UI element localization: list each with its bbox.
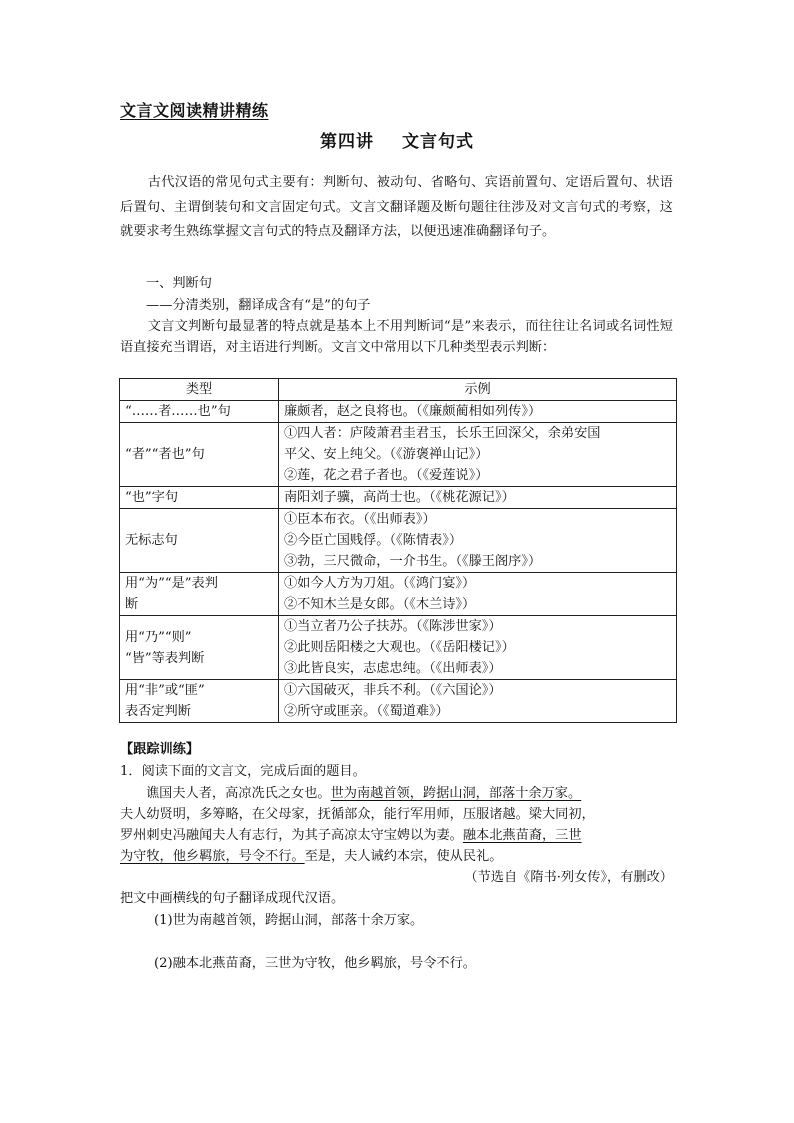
- sentence-type-table: [119, 378, 677, 723]
- table-header-row: [120, 379, 677, 401]
- passage-source: （节选自《隋书·列女传》，有删改）: [464, 870, 673, 885]
- passage-line-3: 罗州刺史冯融闻夫人有志行，为其子高凉太守宝娉以为妻。融本北燕苗裔，三世: [120, 828, 582, 843]
- table-row: [120, 680, 677, 723]
- translation-item-2: (2)融本北燕苗裔，三世为守牧，他乡羁旅，号令不行。: [154, 956, 476, 971]
- type-cell: 无标志句: [120, 509, 279, 573]
- type-cell: 用“乃”“则” “皆”等表判断: [120, 616, 279, 680]
- example-cell: ①如今人方为刀俎。（《鸿门宴》） ②不知木兰是女郎。（《木兰诗》）: [279, 573, 677, 616]
- example-cell: ①臣本布衣。（《出师表》） ②今臣亡国贱俘。（《陈情表》） ③勃，三尺微命，一介书生。（《滕王阁序》）: [279, 509, 677, 573]
- type-cell: “……者……也”句: [120, 401, 279, 423]
- example-cell: ①六国破灭，非兵不利。（《六国论》） ②所守或匪亲。（《蜀道难》）: [279, 680, 677, 723]
- type-cell: “也”字句: [120, 487, 279, 509]
- lesson-topic: 文言句式: [402, 132, 474, 152]
- type-cell: 用“为”“是”表判 断: [120, 573, 279, 616]
- passage-line-1: 谯国夫人者，高凉冼氏之女也。世为南越首领，跨据山洞，部落十余万家。: [146, 786, 582, 801]
- passage-line-4: 为守牧，他乡羁旅，号令不行。至是，夫人诫约本宗，使从民礼。: [120, 849, 503, 864]
- underlined-sentence-2-part2: 为守牧，他乡羁旅，号令不行。: [120, 849, 305, 864]
- section-subheading: ——分清类别，翻译成含有“是”的句子: [146, 298, 371, 313]
- column-header-example: 示例: [279, 379, 677, 401]
- example-cell: 廉颇者，赵之良将也。（《廉颇蔺相如列传》）: [279, 401, 677, 423]
- table-row: [120, 401, 677, 423]
- table-row: [120, 616, 677, 680]
- table-row: [120, 423, 677, 487]
- underlined-sentence-1: 世为南越首领，跨据山洞，部落十余万家。: [330, 786, 582, 801]
- document-header: 文言文阅读精讲精练: [120, 101, 269, 120]
- example-cell: ①四人者：庐陵萧君圭君玉，长乐王回深父，余弟安国 平父、安上纯父。（《游褒禅山记》） ②莲，花之君子者也。（《爱莲说》）: [279, 423, 677, 487]
- column-header-type: 类型: [120, 379, 279, 401]
- lesson-title: [0, 127, 794, 152]
- intro-paragraph: 古代汉语的常见句式主要有：判断句、被动句、省略句、宾语前置句、定语后置句、状语后置句、主谓倒装句和文言固定句式。文言文翻译题及断句题往往涉及对文言句式的考察，这就要求考生熟练掌握文言句式的特点及翻译方法，以便迅速准确翻译句子。: [120, 175, 673, 239]
- table-row: [120, 509, 677, 573]
- type-cell: 用“非”或“匪” 表否定判断: [120, 680, 279, 723]
- table-row: [120, 573, 677, 616]
- question-1: 1．阅读下面的文言文，完成后面的题目。: [120, 764, 366, 779]
- underlined-sentence-2-part1: 融本北燕苗裔，三世: [462, 828, 582, 843]
- example-cell: ①当立者乃公子扶苏。（《陈涉世家》） ②此则岳阳楼之大观也。（《岳阳楼记》） ③此皆良实，志虑忠纯。（《出师表》）: [279, 616, 677, 680]
- example-cell: 南阳刘子骥，高尚士也。（《桃花源记》）: [279, 487, 677, 509]
- training-heading: 【跟踪训练】: [120, 742, 200, 757]
- translation-item-1: (1)世为南越首领，跨据山洞，部落十余万家。: [154, 913, 424, 928]
- table-row: [120, 487, 677, 509]
- lesson-number: 第四讲: [320, 132, 374, 152]
- section-description: 文言文判断句最显著的特点就是基本上不用判断词“是”来表示，而往往让名词或名词性短语直接充当谓语，对主语进行判断。文言文中常用以下几种类型表示判断：: [120, 319, 673, 355]
- section-heading: 一、判断句: [146, 276, 212, 291]
- passage-line-2: 夫人幼贤明，多筹略，在父母家，抚循部众，能行军用师，压服诸越。梁大同初，: [120, 807, 595, 822]
- type-cell: “者”“者也”句: [120, 423, 279, 487]
- translation-instruction: 把文中画横线的句子翻译成现代汉语。: [120, 891, 345, 906]
